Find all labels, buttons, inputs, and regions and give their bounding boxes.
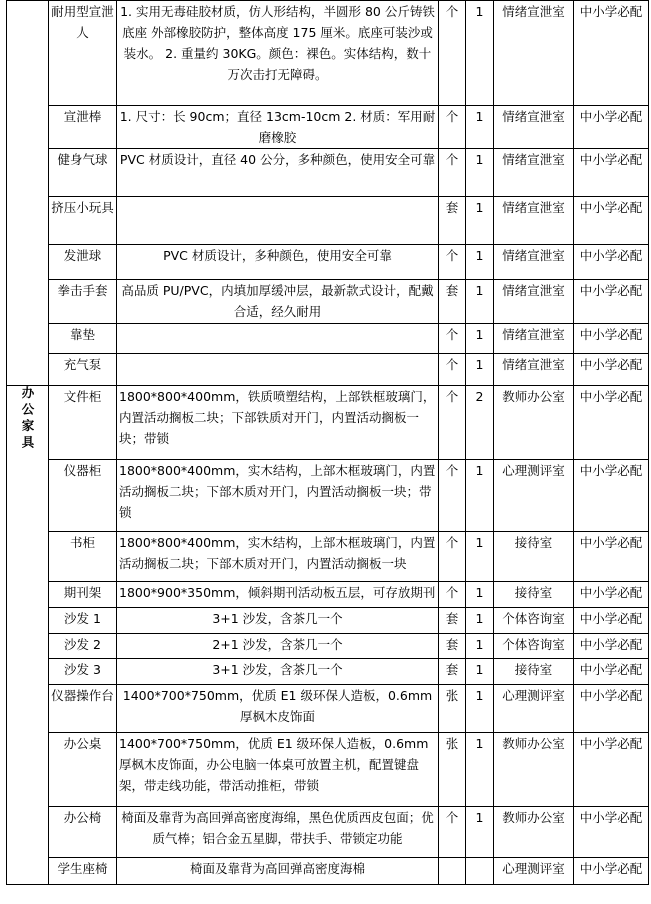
item-room: 教师办公室 xyxy=(494,807,574,858)
item-qty xyxy=(466,858,494,885)
item-qty: 1 xyxy=(466,634,494,659)
item-qty: 1 xyxy=(466,354,494,386)
table-row xyxy=(7,197,649,245)
item-requirement: 中小学必配 xyxy=(574,807,649,858)
item-spec: PVC 材质设计，多种颜色，使用安全可靠 xyxy=(117,245,439,280)
item-requirement: 中小学必配 xyxy=(574,858,649,885)
table-row xyxy=(7,280,649,324)
item-requirement: 中小学必配 xyxy=(574,245,649,280)
item-unit: 个 xyxy=(439,149,466,197)
item-name: 仪器柜 xyxy=(49,460,117,532)
item-room: 情绪宣泄室 xyxy=(494,197,574,245)
table-row xyxy=(7,659,649,685)
equipment-table xyxy=(6,0,649,885)
item-unit: 套 xyxy=(439,197,466,245)
item-requirement: 中小学必配 xyxy=(574,197,649,245)
item-spec: 1. 尺寸：长 90cm；直径 13cm-10cm 2. 材质：军用耐磨橡胶 xyxy=(117,106,439,149)
table-row xyxy=(7,685,649,733)
item-requirement: 中小学必配 xyxy=(574,280,649,324)
item-requirement: 中小学必配 xyxy=(574,386,649,460)
item-requirement: 中小学必配 xyxy=(574,354,649,386)
item-spec: 1800*800*400mm，铁质喷塑结构，上部铁框玻璃门，内置活动搁板二块；下部铁质对开门，内置活动搁板一块；带锁 xyxy=(117,386,439,460)
item-requirement: 中小学必配 xyxy=(574,685,649,733)
item-unit: 套 xyxy=(439,608,466,634)
item-spec: 高品质 PU/PVC，内填加厚缓冲层，最新款式设计，配戴合适，经久耐用 xyxy=(117,280,439,324)
item-unit: 张 xyxy=(439,685,466,733)
table-row xyxy=(7,149,649,197)
item-name: 宣泄棒 xyxy=(49,106,117,149)
item-room: 情绪宣泄室 xyxy=(494,354,574,386)
item-spec xyxy=(117,354,439,386)
item-qty: 1 xyxy=(466,460,494,532)
table-row xyxy=(7,858,649,885)
item-spec: 1800*800*400mm，实木结构，上部木框玻璃门，内置活动搁板二块；下部木质对开门，内置活动搁板一块；带锁 xyxy=(117,460,439,532)
item-unit: 个 xyxy=(439,532,466,582)
item-qty: 1 xyxy=(466,532,494,582)
item-spec: 3+1 沙发，含茶几一个 xyxy=(117,608,439,634)
item-room: 心理测评室 xyxy=(494,858,574,885)
item-spec: 2+1 沙发，含茶几一个 xyxy=(117,634,439,659)
table-row xyxy=(7,733,649,807)
item-spec xyxy=(117,197,439,245)
item-qty: 1 xyxy=(466,685,494,733)
item-name: 沙发 3 xyxy=(49,659,117,685)
item-qty: 2 xyxy=(466,386,494,460)
item-requirement: 中小学必配 xyxy=(574,460,649,532)
item-requirement: 中小学必配 xyxy=(574,608,649,634)
item-unit: 个 xyxy=(439,582,466,608)
item-unit: 套 xyxy=(439,634,466,659)
table-row xyxy=(7,324,649,354)
item-spec: 1400*700*750mm，优质 E1 级环保人造板，0.6mm 厚枫木皮饰面 xyxy=(117,685,439,733)
item-name: 沙发 2 xyxy=(49,634,117,659)
item-qty: 1 xyxy=(466,149,494,197)
item-name: 挤压小玩具 xyxy=(49,197,117,245)
item-qty: 1 xyxy=(466,807,494,858)
category-cell xyxy=(7,1,49,386)
item-requirement: 中小学必配 xyxy=(574,1,649,106)
item-spec: PVC 材质设计，直径 40 公分，多种颜色，使用安全可靠 xyxy=(117,149,439,197)
item-unit: 张 xyxy=(439,733,466,807)
item-name: 沙发 1 xyxy=(49,608,117,634)
item-room: 接待室 xyxy=(494,659,574,685)
item-requirement: 中小学必配 xyxy=(574,634,649,659)
item-name: 耐用型宣泄人 xyxy=(49,1,117,106)
table-row xyxy=(7,386,649,460)
item-qty: 1 xyxy=(466,659,494,685)
table-row xyxy=(7,245,649,280)
item-spec: 1400*700*750mm，优质 E1 级环保人造板，0.6mm 厚枫木皮饰面，办公电脑一体桌可放置主机，配置键盘架，带走线功能，带活动推柜，带锁 xyxy=(117,733,439,807)
item-name: 文件柜 xyxy=(49,386,117,460)
table-row xyxy=(7,582,649,608)
item-spec: 1800*900*350mm，倾斜期刊活动板五层，可存放期刊 xyxy=(117,582,439,608)
item-room: 情绪宣泄室 xyxy=(494,324,574,354)
item-room: 情绪宣泄室 xyxy=(494,106,574,149)
item-unit: 个 xyxy=(439,1,466,106)
item-requirement: 中小学必配 xyxy=(574,733,649,807)
item-qty: 1 xyxy=(466,197,494,245)
item-name: 办公椅 xyxy=(49,807,117,858)
item-room: 情绪宣泄室 xyxy=(494,149,574,197)
item-requirement: 中小学必配 xyxy=(574,106,649,149)
table-row xyxy=(7,1,649,106)
item-requirement: 中小学必配 xyxy=(574,659,649,685)
item-spec xyxy=(117,324,439,354)
item-spec: 椅面及靠背为高回弹高密度海棉 xyxy=(117,858,439,885)
item-unit: 个 xyxy=(439,460,466,532)
item-unit: 套 xyxy=(439,659,466,685)
item-unit: 个 xyxy=(439,106,466,149)
item-room: 心理测评室 xyxy=(494,685,574,733)
item-name: 期刊架 xyxy=(49,582,117,608)
table-row xyxy=(7,460,649,532)
item-name: 仪器操作台 xyxy=(49,685,117,733)
item-room: 接待室 xyxy=(494,532,574,582)
item-qty: 1 xyxy=(466,324,494,354)
item-spec: 1. 实用无毒硅胶材质，仿人形结构，半圆形 80 公斤铸铁底座 外部橡胶防护，整体高度 175 厘米。底座可装沙或装水。 2. 重量约 30KG。颜色：裸色。实体结构，数十万次击打无障碍。 xyxy=(117,1,439,106)
item-room: 教师办公室 xyxy=(494,733,574,807)
category-cell xyxy=(7,386,49,885)
table-row xyxy=(7,532,649,582)
item-spec: 椅面及靠背为高回弹高密度海绵，黑色优质西皮包面；优质气棒；铝合金五星脚，带扶手、带锁定功能 xyxy=(117,807,439,858)
item-qty: 1 xyxy=(466,608,494,634)
item-name: 充气泵 xyxy=(49,354,117,386)
item-room: 个体咨询室 xyxy=(494,608,574,634)
item-qty: 1 xyxy=(466,733,494,807)
item-requirement: 中小学必配 xyxy=(574,149,649,197)
item-name: 办公桌 xyxy=(49,733,117,807)
item-room: 心理测评室 xyxy=(494,460,574,532)
item-room: 接待室 xyxy=(494,582,574,608)
item-requirement: 中小学必配 xyxy=(574,324,649,354)
item-spec: 3+1 沙发，含茶几一个 xyxy=(117,659,439,685)
item-unit: 套 xyxy=(439,280,466,324)
item-qty: 1 xyxy=(466,106,494,149)
item-requirement: 中小学必配 xyxy=(574,582,649,608)
item-unit: 个 xyxy=(439,386,466,460)
table-row xyxy=(7,608,649,634)
item-qty: 1 xyxy=(466,1,494,106)
item-room: 教师办公室 xyxy=(494,386,574,460)
item-room: 情绪宣泄室 xyxy=(494,1,574,106)
item-qty: 1 xyxy=(466,245,494,280)
item-name: 健身气球 xyxy=(49,149,117,197)
item-unit: 个 xyxy=(439,354,466,386)
item-requirement: 中小学必配 xyxy=(574,532,649,582)
item-room: 个体咨询室 xyxy=(494,634,574,659)
item-room: 情绪宣泄室 xyxy=(494,280,574,324)
item-qty: 1 xyxy=(466,280,494,324)
item-unit: 个 xyxy=(439,324,466,354)
table-body xyxy=(7,1,649,885)
table-row xyxy=(7,807,649,858)
item-name: 发泄球 xyxy=(49,245,117,280)
category-label: 办公家具 xyxy=(20,386,35,452)
item-qty: 1 xyxy=(466,582,494,608)
table-row xyxy=(7,634,649,659)
item-name: 靠垫 xyxy=(49,324,117,354)
item-name: 学生座椅 xyxy=(49,858,117,885)
item-name: 书柜 xyxy=(49,532,117,582)
item-room: 情绪宣泄室 xyxy=(494,245,574,280)
item-unit: 个 xyxy=(439,807,466,858)
table-row xyxy=(7,106,649,149)
item-unit: 个 xyxy=(439,245,466,280)
item-unit xyxy=(439,858,466,885)
table-row xyxy=(7,354,649,386)
item-spec: 1800*800*400mm，实木结构，上部木框玻璃门，内置活动搁板二块；下部木质对开门，内置活动搁板一块 xyxy=(117,532,439,582)
item-name: 拳击手套 xyxy=(49,280,117,324)
